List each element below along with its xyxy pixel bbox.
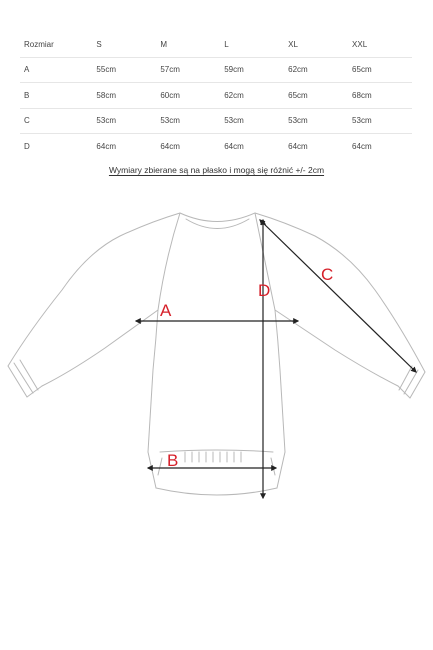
sweatshirt-diagram — [0, 200, 433, 520]
table-cell: 53cm — [92, 108, 156, 134]
label-b: B — [167, 451, 179, 470]
table-cell: A — [20, 57, 92, 83]
table-cell: C — [20, 108, 92, 134]
table-cell: 65cm — [284, 83, 348, 109]
table-cell: D — [24, 141, 30, 151]
table-cell: 53cm — [284, 108, 348, 134]
table-header-row — [20, 32, 412, 57]
table-cell: 64cm — [224, 141, 244, 151]
header-cell: XL — [284, 32, 348, 57]
table-cell: 53cm — [156, 108, 220, 134]
label-c: C — [321, 265, 334, 284]
table-cell: 55cm — [92, 57, 156, 83]
table-cell: 62cm — [284, 57, 348, 83]
measurement-note-text: Wymiary zbierane są na płasko i mogą się różnić +/- 2cm — [108, 165, 325, 175]
table-cell: 64cm — [352, 141, 372, 151]
table-cell: 68cm — [348, 83, 412, 109]
table-cell: 62cm — [220, 83, 284, 109]
table-cell: 58cm — [92, 83, 156, 109]
table-row — [20, 57, 412, 83]
measurement-note — [0, 165, 433, 175]
table-row — [20, 83, 412, 109]
label-a: A — [160, 301, 172, 320]
table-row — [20, 134, 412, 159]
header-cell: XXL — [348, 32, 412, 57]
header-cell: Rozmiar — [20, 32, 92, 57]
table-row — [20, 108, 412, 134]
label-d: D — [258, 281, 271, 300]
measure-line-c — [260, 220, 416, 372]
table-cell: 65cm — [348, 57, 412, 83]
header-cell: M — [156, 32, 220, 57]
table-cell: 64cm — [288, 141, 308, 151]
table-cell: 59cm — [220, 57, 284, 83]
table-cell: 53cm — [348, 108, 412, 134]
table-cell: 64cm — [96, 141, 116, 151]
table-cell: 64cm — [160, 141, 180, 151]
size-table — [20, 32, 412, 159]
table-cell: 57cm — [156, 57, 220, 83]
header-cell: L — [220, 32, 284, 57]
table-cell: B — [20, 83, 92, 109]
table-cell: 60cm — [156, 83, 220, 109]
header-cell: S — [92, 32, 156, 57]
sweatshirt-outline — [8, 213, 425, 495]
table-cell: 53cm — [220, 108, 284, 134]
